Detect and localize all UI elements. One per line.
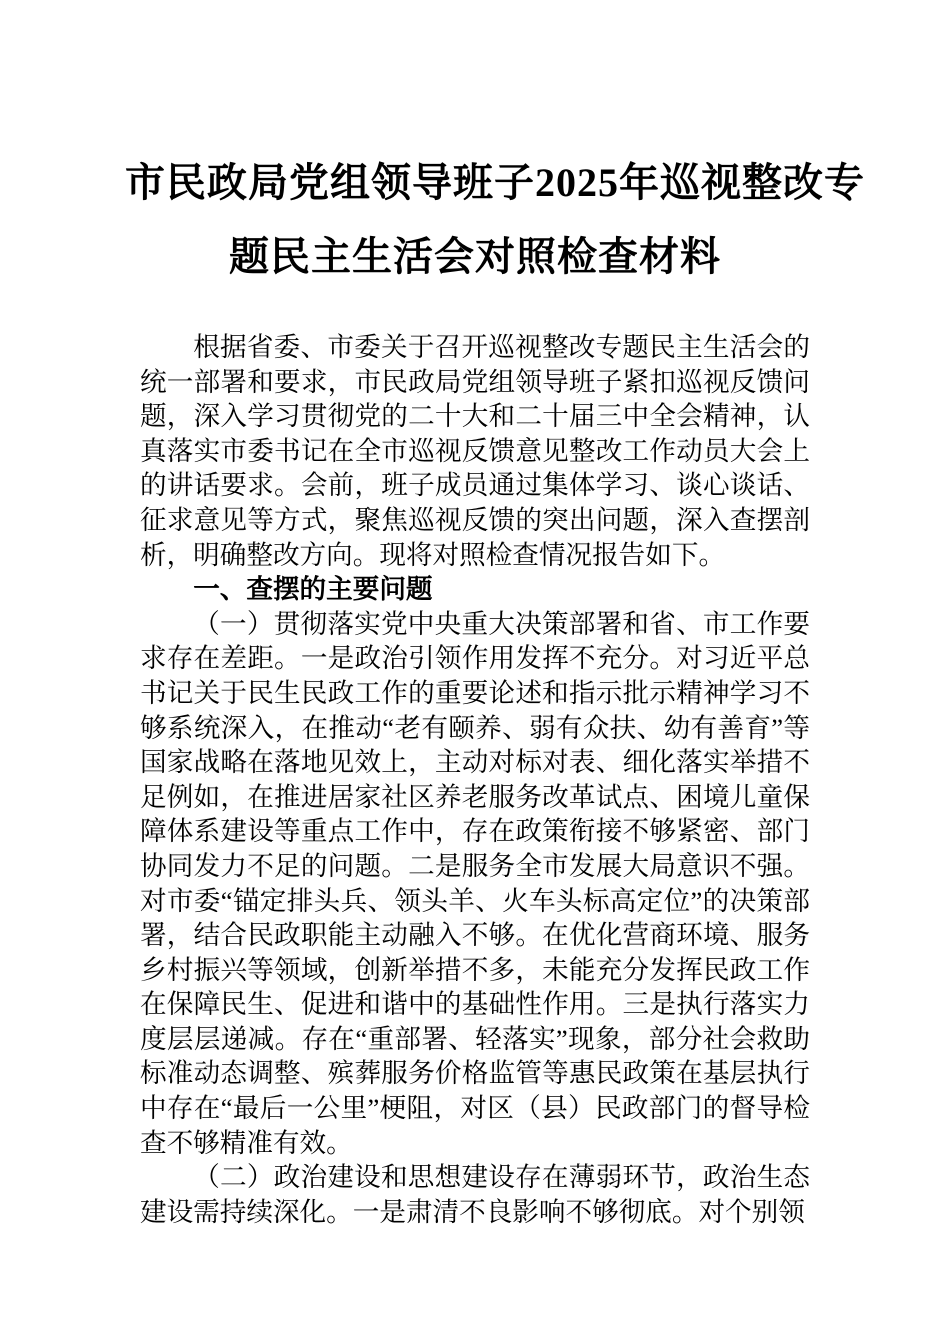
document-title: [125, 146, 865, 294]
document-body: [140, 330, 810, 1229]
document-title-line-2: 题民主生活会对照检查材料: [229, 234, 721, 279]
paragraph: （一）贯彻落实党中央重大决策部署和省、市工作要求存在差距。一是政治引领作用发挥不充分。对习近平总书记关于民生民政工作的重要论述和指示批示精神学习不够系统深入，在推动“老有颐养、弱有众扶、幼有善育”等国家战略在落地见效上，主动对标对表、细化落实举措不足例如，在推进居家社区养老服务改革试点、困境儿童保障体系建设等重点工作中，存在政策衔接不够紧密、部门协同发力不足的问题。二是服务全市发展大局意识不强。对市委“锚定排头兵、领头羊、火车头标高定位”的决策部署，结合民政职能主动融入不够。在优化营商环境、服务乡村振兴等领域，创新举措不多，未能充分发挥民政工作在保障民生、促进和谐中的基础性作用。三是执行落实力度层层递减。存在“重部署、轻落实”现象，部分社会救助标准动态调整、殡葬服务价格监管等惠民政策在基层执行中存在“最后一公里”梗阻，对区（县）民政部门的督导检查不够精准有效。: [140, 608, 810, 1158]
document-title-line-1: 市民政局党组领导班子2025年巡视整改专: [125, 160, 865, 205]
paragraph: （二）政治建设和思想建设存在薄弱环节，政治生态建设需持续深化。一是肃清不良影响不够彻底。对个别领: [140, 1162, 810, 1227]
section-heading: 一、查摆的主要问题: [193, 574, 433, 605]
paragraph: 根据省委、市委关于召开巡视整改专题民主生活会的统一部署和要求，市民政局党组领导班子紧扣巡视反馈问题，深入学习贯彻党的二十大和二十届三中全会精神，认真落实市委书记在全市巡视反馈意见整改工作动员大会上的讲话要求。会前，班子成员通过集体学习、谈心谈话、征求意见等方式，聚焦巡视反馈的突出问题，深入查摆剖析，明确整改方向。现将对照检查情况报告如下。: [140, 332, 810, 570]
